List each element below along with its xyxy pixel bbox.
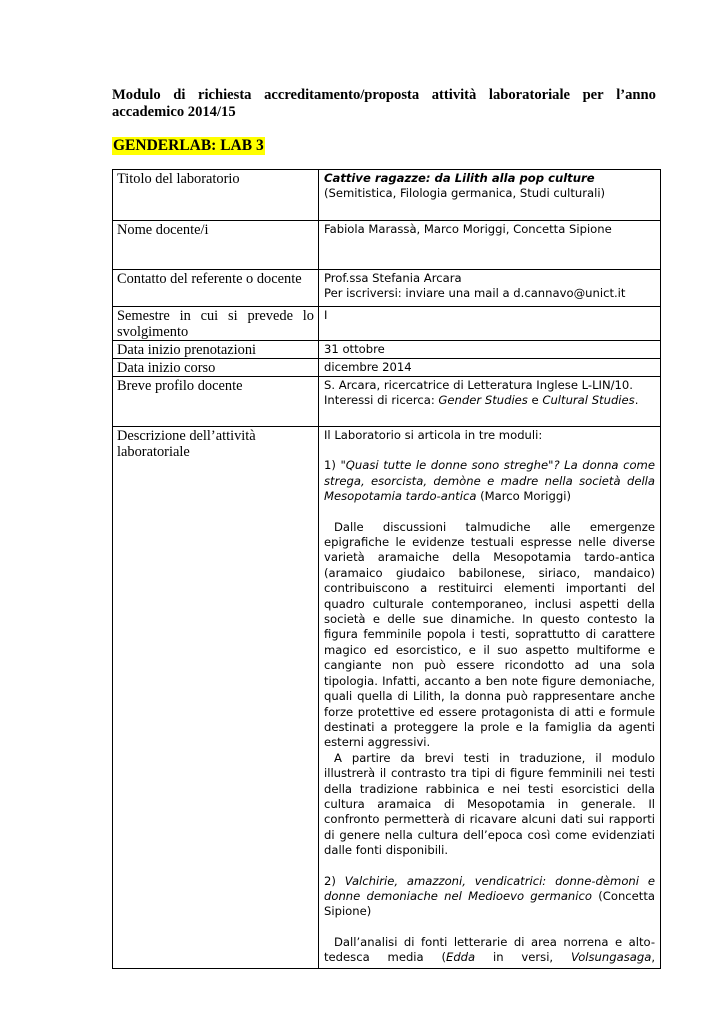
row-value: dicembre 2014 [319, 359, 661, 377]
row-label: Contatto del referente o docente [113, 270, 319, 307]
form-table [112, 169, 661, 969]
table-row [113, 170, 661, 221]
research-interests: Interessi di ricerca: Gender Studies e Cultural Studies. [324, 393, 639, 408]
row-value [319, 377, 661, 427]
row-label: Breve profilo docente [113, 377, 319, 427]
row-value [319, 270, 661, 307]
module-1-heading: 1) "Quasi tutte le donne sono streghe"? La donna come strega, esorcista, demòne e madre nella società della Mesopotamia tardo-antica (Marco Moriggi) [324, 458, 655, 504]
module-1-paragraph-2: A partire da brevi testi in traduzione, il modulo illustrerà il contrasto tra tipi di figure femminili nei testi della tradizione rabbinica e nei testi esorcistici della cultura aramaica di Mesopotamia in generale. Il confronto permetterà di ricavare alcuni dati sui rapporti di genere nella cultura dell’epoca così come evidenziati dalle fonti disponibili. [324, 750, 655, 858]
row-label: Data inizio prenotazioni [113, 341, 319, 359]
table-row [113, 341, 661, 359]
row-label: Semestre in cui si prevede lo svolgimento [113, 307, 319, 341]
table-row [113, 307, 661, 341]
module-2-paragraph-1: Dall’analisi di fonti letterarie di area norrena e alto-tedesca media (Edda in versi, Volsungasaga, [324, 934, 655, 965]
module-2-heading: 2) Valchirie, amazzoni, vendicatrici: donne-dèmoni e donne demoniache nel Medioevo germanico (Concetta Sipione) [324, 873, 655, 919]
heading-line-2: accademico 2014/15 [112, 104, 236, 120]
table-row [113, 221, 661, 270]
row-value: 31 ottobre [319, 341, 661, 359]
document-heading [112, 87, 656, 121]
table-row [113, 270, 661, 307]
row-label: Nome docente/i [113, 221, 319, 270]
contact-name: Prof.ssa Stefania Arcara [324, 271, 462, 285]
table-row [113, 427, 661, 969]
heading-line-1: Modulo di richiesta accreditamento/proposta attività laboratoriale per l’anno [112, 87, 656, 103]
row-label: Titolo del laboratorio [113, 170, 319, 221]
row-label: Data inizio corso [113, 359, 319, 377]
contact-email-line: Per iscriversi: inviare una mail a d.cannavo@unict.it [324, 286, 626, 301]
row-value [319, 170, 661, 221]
table-row [113, 359, 661, 377]
row-value: I [319, 307, 661, 341]
table-row [113, 377, 661, 427]
lab-disciplines: (Semitistica, Filologia germanica, Studi culturali) [324, 186, 606, 201]
row-value [319, 427, 661, 969]
row-label: Descrizione dell’attività laboratoriale [113, 427, 319, 969]
profile-line: S. Arcara, ricercatrice di Letteratura Inglese L-LIN/10. [324, 378, 633, 392]
module-1-paragraph-1: Dalle discussioni talmudiche alle emergenze epigrafiche le evidenze testuali espresse nelle diverse varietà aramaiche della Mesopotamia tardo-antica (aramaico giudaico babilonese, siriaco, mandaico) contribuiscono a restituirci elementi importanti del quadro culturale contemporaneo, inclusi aspetti della società e delle sue dinamiche. In questo contesto la figura femminile popola i testi, soprattutto di carattere magico ed esorcistico, e il suo aspetto multiforme e cangiante non può essere ricondotto ad una sola tipologia. Infatti, accanto a ben note figure demoniache, quali quella di Lilith, la donna può rappresentare anche forze protettive ed essere protagonista di atti e formule destinati a proteggere la prole e la famiglia da agenti esterni aggressivi. [324, 519, 655, 750]
row-value: Fabiola Marassà, Marco Moriggi, Concetta Sipione [319, 221, 661, 270]
lab-title: GENDERLAB: LAB 3 [113, 137, 264, 154]
lab-name: Cattive ragazze: da Lilith alla pop culture [324, 171, 595, 185]
description-intro: Il Laboratorio si articola in tre moduli: [324, 428, 543, 442]
